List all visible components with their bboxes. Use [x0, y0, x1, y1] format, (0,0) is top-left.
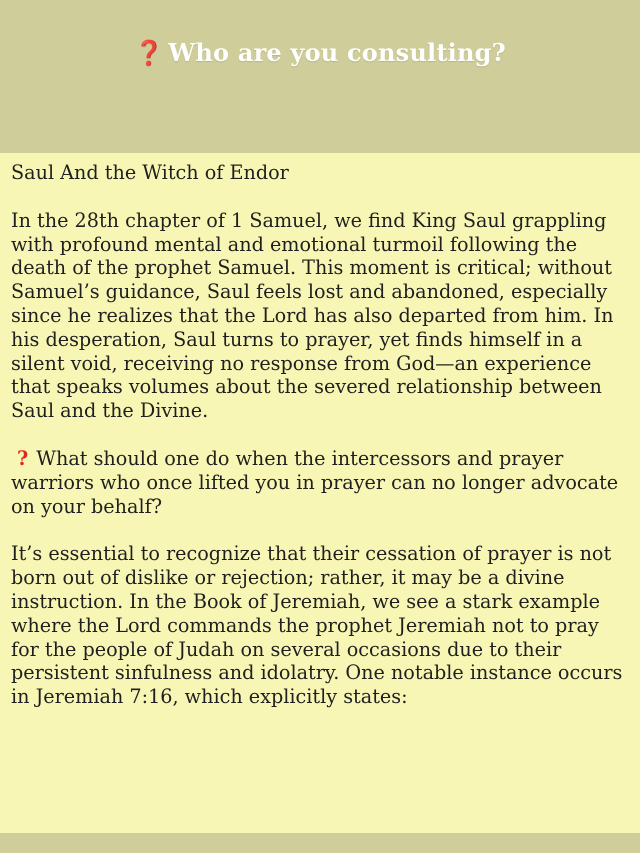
question-mark-icon: ? [17, 446, 29, 470]
article-question-text: What should one do when the intercessors and prayer warriors who once lifted you in prayer can no longer advocate on your behalf? [11, 446, 619, 518]
question-mark-icon: ❓ [134, 38, 165, 67]
article-body [0, 153, 640, 709]
page-title [0, 38, 640, 67]
header-banner [0, 0, 640, 153]
article-question [11, 447, 628, 518]
article-subtitle: Saul And the Witch of Endor [11, 161, 289, 184]
article-paragraph-2: It’s essential to recognize that their cessation of prayer is not born out of dislike or rejection; rather, it may be a divine instruction. In the Book of Jeremiah, we see a stark example where the Lord commands the prophet Jeremiah not to pray for the people of Judah on several occasions due to their persistent sinfulness and idolatry. One notable instance occurs in Jeremiah 7:16, which explicitly states: [11, 542, 623, 709]
page-title-text: Who are you consulting? [168, 38, 506, 67]
article-paragraph-1: In the 28th chapter of 1 Samuel, we find King Saul grappling with profound mental and emotional turmoil following the death of the prophet Samuel. This moment is critical; without Samuel’s guidance, Saul feels lost and abandoned, especially since he realizes that the Lord has also departed from him. In his desperation, Saul turns to prayer, yet finds himself in a silent void, receiving no response from God—an experience that speaks volumes about the severed relationship between Saul and the Divine. [11, 208, 614, 423]
footer-band [0, 833, 640, 853]
